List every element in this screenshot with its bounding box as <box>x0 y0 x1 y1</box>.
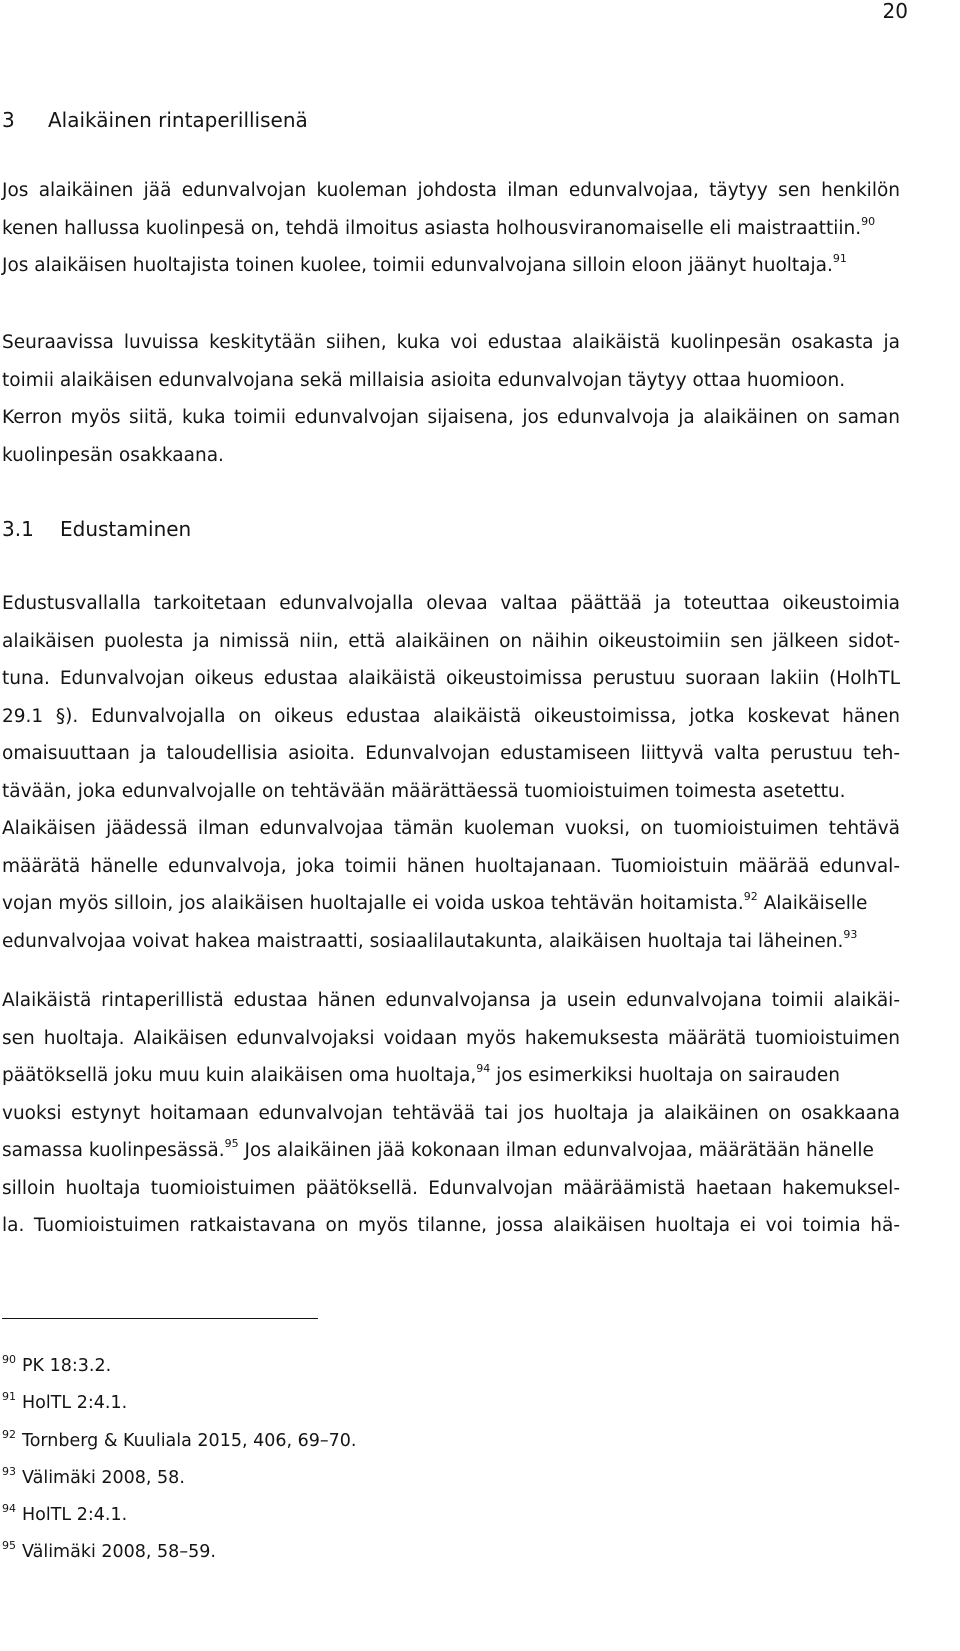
paragraph-line <box>2 247 900 285</box>
footnote <box>2 1392 127 1414</box>
footnote-text: PK 18:3.2. <box>22 1356 112 1376</box>
paragraph-line: alaikäisen puolesta ja nimissä niin, että alaikäinen on näihin oikeustoimiin sen jälkeen sidot- <box>2 630 900 652</box>
footnote-ref: 92 <box>743 890 758 903</box>
footnote <box>2 1541 216 1563</box>
paragraph-line <box>2 210 900 248</box>
line-text: Jos alaikäinen jää kokonaan ilman edunvalvojaa, määrätään hänelle <box>238 1140 874 1161</box>
line-text: edunvalvojaa voivat hakea maistraatti, sosiaalilautakunta, alaikäisen huoltaja tai läheinen. <box>2 930 844 952</box>
footnote-number: 91 <box>2 1390 16 1403</box>
footnote-number: 94 <box>2 1502 16 1515</box>
footnote-number: 95 <box>2 1539 16 1552</box>
paragraph-line: määrätä hänelle edunvalvoja, joka toimii hänen huoltajanaan. Tuomioistuin määrää edunval- <box>2 855 900 877</box>
paragraph-line: kuolinpesän osakkaana. <box>2 444 224 466</box>
footnote-ref: 91 <box>832 252 847 265</box>
section-number: 3 <box>2 108 15 132</box>
subsection-number: 3.1 <box>2 517 34 541</box>
paragraph-3 <box>2 585 900 960</box>
paragraph-line: Alaikäisen jäädessä ilman edunvalvojaa tämän kuoleman vuoksi, on tuomioistuimen tehtävä <box>2 818 900 839</box>
subsection-title: Edustaminen <box>60 517 192 541</box>
footnote-text: Välimäki 2008, 58. <box>22 1468 185 1488</box>
paragraph-line: Jos alaikäinen jää edunvalvojan kuoleman johdosta ilman edunvalvojaa, täytyy sen henkilön <box>2 180 900 201</box>
footnote-ref: 94 <box>476 1062 491 1075</box>
footnote-number: 90 <box>2 1353 16 1366</box>
line-text: päätöksellä joku muu kuin alaikäisen oma huoltaja, <box>2 1065 477 1086</box>
paragraph-line: Edustusvallalla tarkoitetaan edunvalvojalla olevaa valtaa päättää ja toteuttaa oikeustoimia <box>2 593 900 614</box>
paragraph-line <box>2 1057 900 1095</box>
section-title: Alaikäinen rintaperillisenä <box>48 108 308 132</box>
paragraph-line: silloin huoltaja tuomioistuimen päätöksellä. Edunvalvojan määräämistä haetaan hakemuksel- <box>2 1177 900 1199</box>
line-text: samassa kuolinpesässä. <box>2 1140 225 1161</box>
paragraph-line: toimii alaikäisen edunvalvojana sekä millaisia asioita edunvalvojan täytyy ottaa huomioon. <box>2 369 846 391</box>
paragraph-line <box>2 1132 900 1170</box>
paragraph-line: omaisuuttaan ja taloudellisia asioita. Edunvalvojan edustamiseen liittyvä valta perustuu teh- <box>2 743 900 764</box>
line-text: kenen hallussa kuolinpesä on, tehdä ilmoitus asiasta holhousviranomaiselle eli maistraattiin. <box>2 217 862 239</box>
footnote-text: HolTL 2:4.1. <box>22 1393 128 1413</box>
footnote-separator <box>2 1318 318 1319</box>
footnote <box>2 1355 111 1377</box>
line-text: jos esimerkiksi huoltaja on sairauden <box>490 1065 840 1086</box>
paragraph-2 <box>2 324 900 474</box>
paragraph-line <box>2 885 900 923</box>
paragraph-1 <box>2 172 900 285</box>
footnote-text: Välimäki 2008, 58–59. <box>22 1542 216 1562</box>
footnote-ref: 93 <box>843 927 858 941</box>
section-heading <box>2 107 308 133</box>
paragraph-line: Seuraavissa luvuissa keskitytään siihen, kuka voi edustaa alaikäistä kuolinpesän osakasta ja <box>2 332 900 353</box>
footnote <box>2 1430 356 1452</box>
paragraph-line: Kerron myös siitä, kuka toimii edunvalvojan sijaisena, jos edunvalvoja ja alaikäinen on saman <box>2 407 900 428</box>
footnote-number: 92 <box>2 1428 16 1441</box>
paragraph-line: vuoksi estynyt hoitamaan edunvalvojan tehtävää tai jos huoltaja ja alaikäinen on osakkaana <box>2 1102 900 1124</box>
page-number: 20 <box>882 0 908 23</box>
footnote <box>2 1504 127 1526</box>
line-text: vojan myös silloin, jos alaikäisen huoltajalle ei voida uskoa tehtävän hoitamista. <box>2 893 744 914</box>
paragraph-line: tävään, joka edunvalvojalle on tehtävään määrättäessä tuomioistuimen toimesta asetettu. <box>2 780 846 802</box>
paragraph-line: tuna. Edunvalvojan oikeus edustaa alaikäistä oikeustoimissa perustuu suoraan lakiin (HolhTL <box>2 668 900 689</box>
paragraph-4 <box>2 982 900 1245</box>
paragraph-line <box>2 923 900 961</box>
paragraph-line: sen huoltaja. Alaikäisen edunvalvojaksi voidaan myös hakemuksesta määrätä tuomioistuimen <box>2 1027 900 1049</box>
paragraph-line: la. Tuomioistuimen ratkaistavana on myös tilanne, jossa alaikäisen huoltaja ei voi toimia hä- <box>2 1215 900 1236</box>
footnote-number: 93 <box>2 1465 16 1478</box>
subsection-heading <box>2 516 191 542</box>
paragraph-line: 29.1 §). Edunvalvojalla on oikeus edustaa alaikäistä oikeustoimissa, jotka koskevat hänen <box>2 705 900 727</box>
footnote-text: HolTL 2:4.1. <box>22 1505 128 1525</box>
line-text: Alaikäiselle <box>757 893 868 914</box>
paragraph-line: Alaikäistä rintaperillistä edustaa hänen edunvalvojansa ja usein edunvalvojana toimii alaikäi- <box>2 990 900 1011</box>
footnote-text: Tornberg & Kuuliala 2015, 406, 69–70. <box>22 1431 357 1451</box>
footnote <box>2 1467 185 1489</box>
footnote-ref: 95 <box>224 1137 239 1150</box>
footnote-ref: 90 <box>861 214 876 228</box>
line-text: Jos alaikäisen huoltajista toinen kuolee, toimii edunvalvojana silloin eloon jäänyt huoltaja. <box>2 255 833 276</box>
